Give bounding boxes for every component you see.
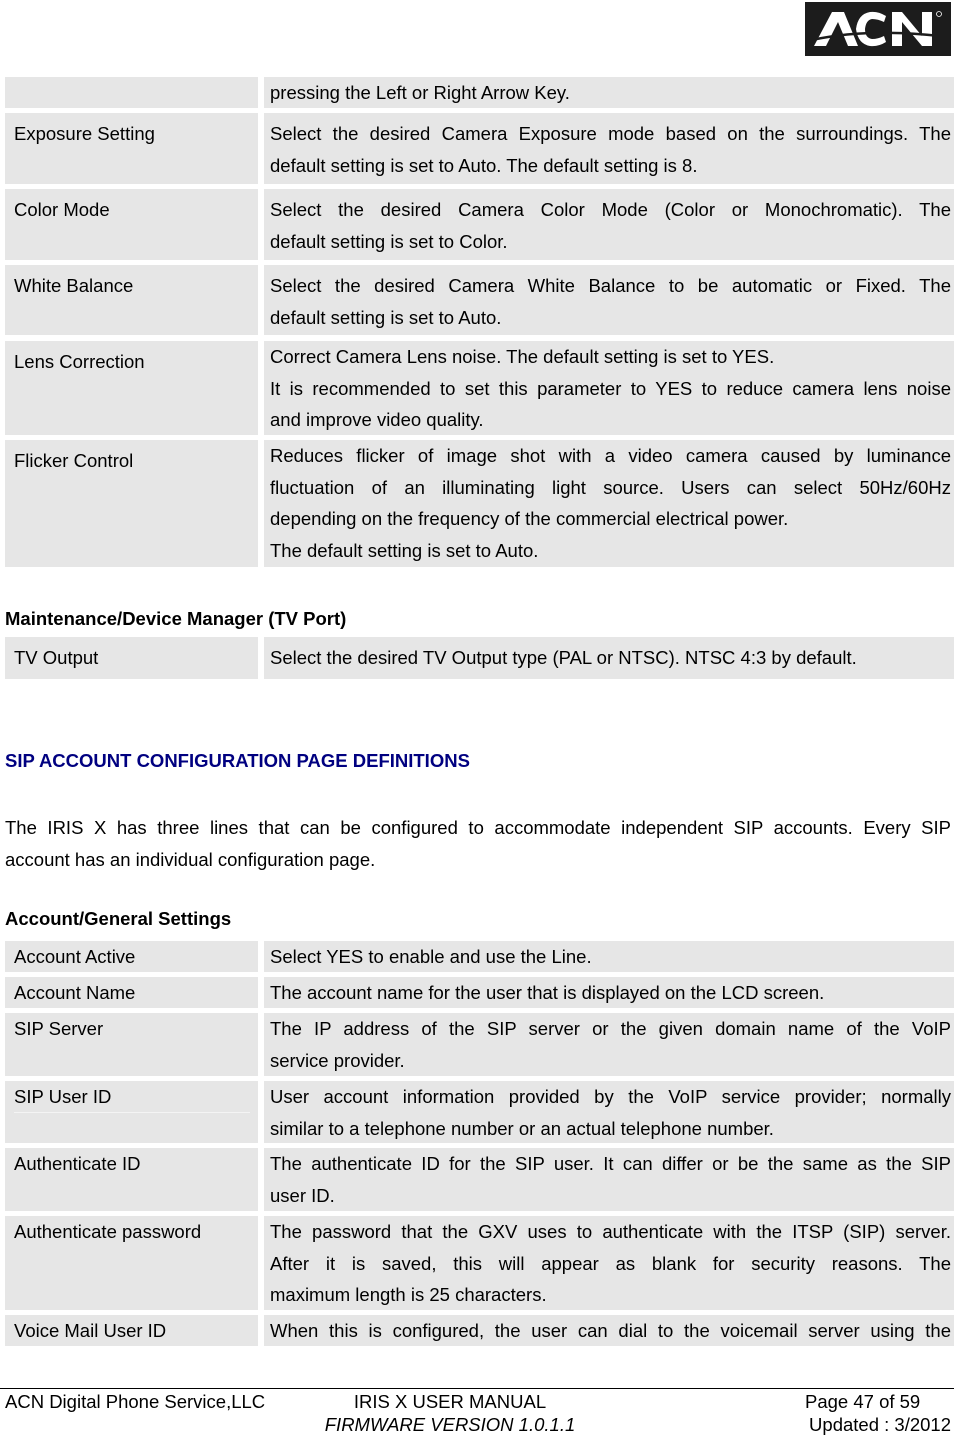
setting-name: Account Active [5,941,258,972]
cell-divider [14,1112,250,1113]
table-row-white-balance [5,265,954,335]
footer-updated: Updated : 3/2012 [809,1414,951,1435]
setting-description: User account information provided by the VoIP service provider; normally similar to a telephone number or an actual telephone number. [264,1081,954,1143]
setting-description: The IP address of the SIP server or the given domain name of the VoIP service provider. [264,1013,954,1076]
table-row-sip-user-id [5,1081,954,1143]
setting-name: Account Name [5,977,258,1008]
setting-name: SIP Server [5,1013,258,1076]
setting-description: Select YES to enable and use the Line. [264,941,954,972]
setting-name: Lens Correction [5,341,258,435]
table-row-account-name [5,977,954,1008]
footer-firmware: FIRMWARE VERSION 1.0.1.1 [324,1414,576,1435]
table-row-flicker-control [5,440,954,567]
setting-description: Select the desired TV Output type (PAL or NTSC). NTSC 4:3 by default. [264,637,954,679]
table-row-authenticate-password [5,1216,954,1310]
account-general-subheading: Account/General Settings [5,908,232,929]
setting-name: Color Mode [5,189,258,260]
table-row-authenticate-id [5,1148,954,1211]
table-row-account-active [5,941,954,972]
table-row-sip-server [5,1013,954,1076]
setting-name: SIP User ID [5,1081,258,1143]
table-row-color-mode [5,189,954,260]
setting-description: Reduces flicker of image shot with a video camera caused by luminance fluctuation of an illuminating light source. Users can select 50Hz/60Hz depending on the frequency of the commercial electrical power. The default setting is set to Auto. [264,440,954,567]
footer-page-number: Page 47 of 59 [805,1391,921,1412]
maintenance-subheading: Maintenance/Device Manager (TV Port) [5,608,347,629]
setting-description: Select the desired Camera Exposure mode based on the surroundings. The default setting is set to Auto. The default setting is 8. [264,113,954,184]
setting-description: Select the desired Camera White Balance to be automatic or Fixed. The default setting is set to Auto. [264,265,954,335]
table-row-lens-correction [5,341,954,435]
setting-name [5,77,258,108]
table-row-exposure-setting [5,113,954,184]
setting-name: Authenticate password [5,1216,258,1310]
setting-name: Exposure Setting [5,113,258,184]
setting-description: The authenticate ID for the SIP user. It can differ or be the same as the SIP user ID. [264,1148,954,1211]
footer-manual-title: IRIS X USER MANUAL [353,1391,547,1412]
acn-logo-icon [808,6,948,52]
footer-manual [300,1390,600,1436]
table-row-tv-output [5,637,954,679]
setting-description: The password that the GXV uses to authenticate with the ITSP (SIP) server. After it is saved, this will appear as blank for security reasons. The maximum length is 25 characters. [264,1216,954,1310]
intro-paragraph: The IRIS X has three lines that can be configured to accommodate independent SIP accounts. Every SIP account has an individual configuration page. [5,817,951,870]
acn-logo [805,2,951,56]
setting-name: Flicker Control [5,440,258,567]
setting-name: Authenticate ID [5,1148,258,1211]
setting-name: Voice Mail User ID [5,1315,258,1346]
table-row [5,77,954,108]
setting-description: The account name for the user that is displayed on the LCD screen. [264,977,954,1008]
setting-name: White Balance [5,265,258,335]
setting-name: TV Output [5,637,258,679]
setting-description: When this is configured, the user can dial to the voicemail server using the [264,1315,954,1346]
setting-description: Select the desired Camera Color Mode (Color or Monochromatic). The default setting is set to Color. [264,189,954,260]
footer-page-info [803,1390,951,1436]
setting-description: pressing the Left or Right Arrow Key. [264,77,954,108]
footer-company: ACN Digital Phone Service,LLC [5,1391,266,1412]
table-row-voice-mail-user-id [5,1315,954,1346]
footer-divider [0,1388,954,1389]
setting-description: Correct Camera Lens noise. The default setting is set to YES. It is recommended to set this parameter to YES to reduce camera lens noise and improve video quality. [264,341,954,435]
section-title: SIP ACCOUNT CONFIGURATION PAGE DEFINITIONS [5,750,470,771]
